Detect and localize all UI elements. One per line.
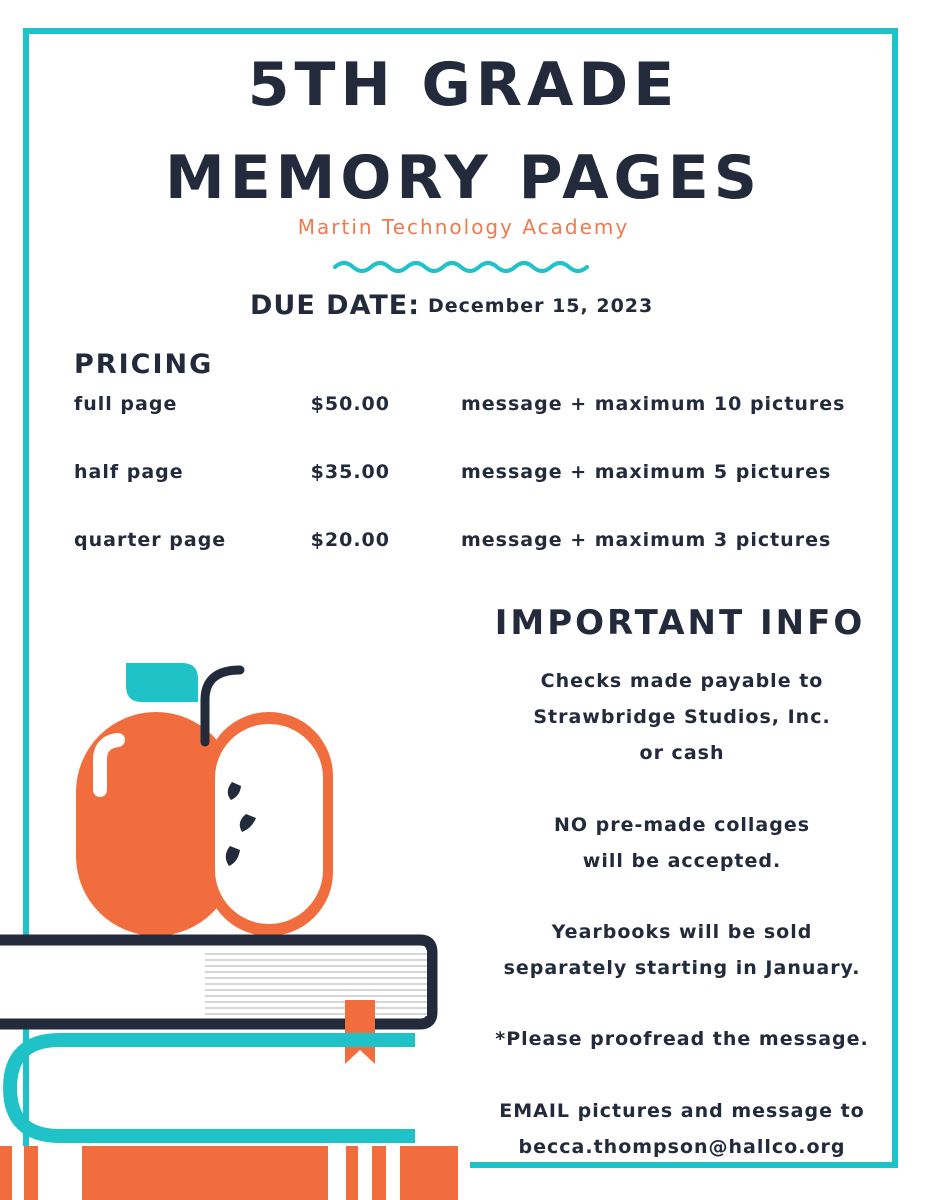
page-size: full page — [74, 393, 178, 415]
yearbook-info — [462, 914, 902, 986]
email-address: becca.thompson@hallco.org — [518, 1136, 846, 1158]
important-info-heading: IMPORTANT INFO — [494, 603, 866, 643]
payment-line: Checks made payable to — [540, 670, 824, 692]
title-line-2: MEMORY PAGES — [164, 143, 762, 213]
payment-info — [462, 663, 902, 771]
page-description: message + maximum 5 pictures — [461, 461, 832, 483]
yearbook-line: separately starting in January. — [503, 957, 861, 979]
yearbook-line: Yearbooks will be sold — [551, 921, 813, 943]
collage-info — [462, 807, 902, 879]
page-price: $50.00 — [310, 393, 390, 415]
payment-line: Strawbridge Studios, Inc. — [533, 706, 831, 728]
page-price: $35.00 — [310, 461, 390, 483]
due-date-value: December 15, 2023 — [428, 295, 654, 317]
proofread-line: *Please proofread the message. — [495, 1028, 869, 1050]
payment-line: or cash — [639, 742, 725, 764]
pricing-row — [0, 393, 927, 423]
page-description: message + maximum 10 pictures — [461, 393, 846, 415]
pricing-row — [0, 529, 927, 559]
title-line-1: 5TH GRADE — [247, 50, 680, 120]
school-name: Martin Technology Academy — [297, 215, 630, 239]
collage-line: NO pre-made collages — [553, 814, 811, 836]
due-date-label: DUE DATE: — [250, 290, 421, 321]
page-size: half page — [74, 461, 184, 483]
email-line: EMAIL pictures and message to — [499, 1100, 865, 1122]
book-stack-icon — [0, 940, 470, 1200]
page-price: $20.00 — [310, 529, 390, 551]
page-size: quarter page — [74, 529, 227, 551]
apple-on-books-illustration — [0, 640, 470, 1200]
wave-divider-icon — [333, 257, 593, 277]
email-info — [462, 1093, 902, 1165]
collage-line: will be accepted. — [582, 850, 782, 872]
proofread-note — [462, 1021, 902, 1057]
pricing-heading: PRICING — [74, 349, 214, 380]
pricing-row — [0, 461, 927, 491]
page-description: message + maximum 3 pictures — [461, 529, 832, 551]
apple-icon — [76, 663, 333, 936]
